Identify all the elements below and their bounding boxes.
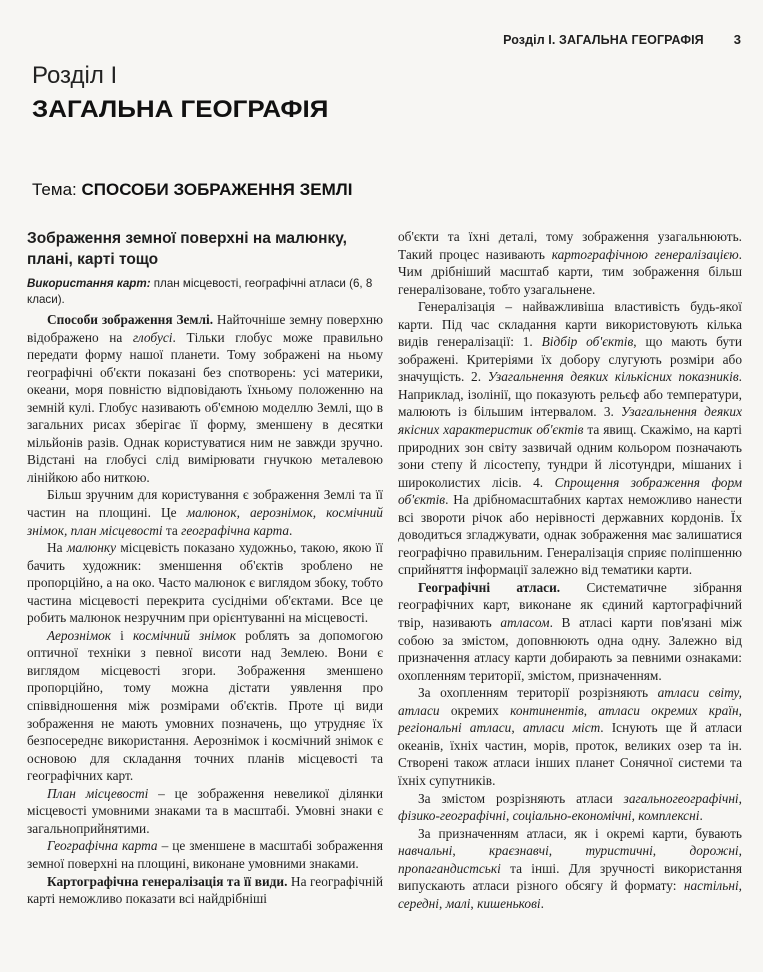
section-label: Розділ І — [32, 62, 118, 89]
paragraph: Генералізація – найважливіша властивість будь-якої карти. Під час складання карти використовують кілька видів генералізації: 1. Відбір об'єктів, що мають бути зображені. Критеріями їх добору слугують розміри або значущість. 2. Узагальнення деяких кількісних показників. Наприклад, ізолінії, що показують рельєф або температури, малюють із більшим інтервалом. 3. Узагальнення деяких якісних характеристик об'єктів та явищ. Скажімо, на карті природних зон світу зазвичай одним кольором позначають зони степу й лісостепу, тундри й лісотундри, мішаних і широколистих лісів. 4. Спрощення зображення форм об'єктів. На дрібномасштабних картах неможливо нанести всі звороти річок або нерівності державних кордонів. Їх доводиться згладжувати, однак зображення має залишатися географічно правильним. Генералізація сприяє поліпшенню сприйняття інформації залежно від тематики карти. — [398, 299, 743, 578]
paragraph: План місцевості – це зображення невеликої ділянки місцевості умовними знаками та в масштабі. Умовні знаки є загальноприйнятими. — [27, 785, 383, 836]
paragraph: Картографічна генералізація та її види. На географічній карті неможливо показати всі найдрібніші — [27, 873, 384, 907]
paragraph: об'єкти та їхні деталі, тому зображення узагальнюють. Такий процес називають картографічною генералізацією. Чим дрібніший масштаб карти, тим зображення більш генералізоване, тобто узагальнене. — [398, 229, 742, 297]
paragraph: За змістом розрізняють атласи загальногеографічні, фізико-географічні, соціально-економічні, комплексні. — [398, 790, 742, 824]
running-header — [503, 32, 741, 47]
theme-title: СПОСОБИ ЗОБРАЖЕННЯ ЗЕМЛІ — [81, 180, 353, 199]
usage-text: план місцевості, географічні атласи (6, 8 класи). — [27, 277, 373, 306]
usage-note — [27, 276, 383, 307]
right-column — [398, 228, 742, 912]
theme-prefix: Тема: — [32, 180, 82, 199]
running-title: Розділ І. ЗАГАЛЬНА ГЕОГРАФІЯ — [503, 33, 704, 47]
paragraph: Більш зручним для користування є зображення Землі та її частин на площині. Це малюнок, аерознімок, космічний знімок, план місцевості та географічна карта. — [27, 487, 383, 538]
section-title: ЗАГАЛЬНА ГЕОГРАФІЯ — [32, 96, 329, 123]
usage-label: Використання карт: — [27, 277, 151, 290]
left-column — [27, 228, 383, 908]
theme-heading — [32, 180, 352, 200]
paragraph: Географічна карта – це зменшене в масштабі зображення земної поверхні на площині, виконане умовними знаками. — [27, 838, 383, 871]
paragraph: На малюнку місцевість показано художньо, такою, якою її бачить художник: зменшення об'єктів зроблено не пропорційно, а на око. Часто малюнок є виглядом збоку, тобто частина місцевості перекрита сусідніми об'єктами. Все це робить малюнок незручним при орієнтуванні на місцевості. — [27, 540, 383, 626]
page-number: 3 — [733, 32, 741, 47]
paragraph: Аерознімок і космічний знімок роблять за допомогою оптичної техніки з певної висоти над Землею. Вони є виглядом місцевості згори. Зображення зменшено пропорційно, тому можна дістати уявлення про співвідношення між розмірами об'єктів. Проте ці види зображення не мають умовних позначень, що утрудняє їх безпосереднє використання. Аерознімок і космічний знімок є основою для складання точних планів місцевості та географічних карт. — [27, 627, 383, 784]
paragraph: Способи зображення Землі. Найточніше земну поверхню відображено на глобусі. Тільки глобус може правильно передати форму нашої планети. Тому зображені на ньому географічні об'єкти показані без спотворень: усі материки, океани, моря повністю відповідають їхньому положенню на земній кулі. Глобус називають об'ємною моделлю Землі, що в загальних рисах зберігає її форму, зменшену в десятки мільйонів разів. Однак користуватися ним не завжди зручно. Відстані на глобусі слід вимірювати гнучкою металевою лінійкою або ниткою. — [27, 312, 383, 485]
paragraph: За призначенням атласи, як і окремі карти, бувають навчальні, краєзнавчі, туристичні, дорожні, пропагандистські та інші. Для зручності використання випускають атласи різного обсягу й формату: настільні, середні, малі, кишенькові. — [398, 825, 742, 911]
paragraph: Географічні атласи. Систематичне зібрання географічних карт, виконане як єдиний картографічний твір, називають атласом. В атласі карти пов'язані між собою за змістом, доповнюють одна одну. Залежно від призначення атласу карти добирають за певними ознаками: охопленням території, змістом, призначенням. — [398, 579, 742, 683]
paragraph: За охопленням території розрізняють атласи світу, атласи окремих континентів, атласи окремих країн, регіональні атласи, атласи міст. Існують ще й атласи океанів, їхніх частин, морів, проток, великих озер та ін. Створені також атласи інших планет Сонячної системи та їхніх супутників. — [398, 685, 742, 788]
article-heading: Зображення земної поверхні на малюнку, плані, карті тощо — [27, 230, 347, 268]
